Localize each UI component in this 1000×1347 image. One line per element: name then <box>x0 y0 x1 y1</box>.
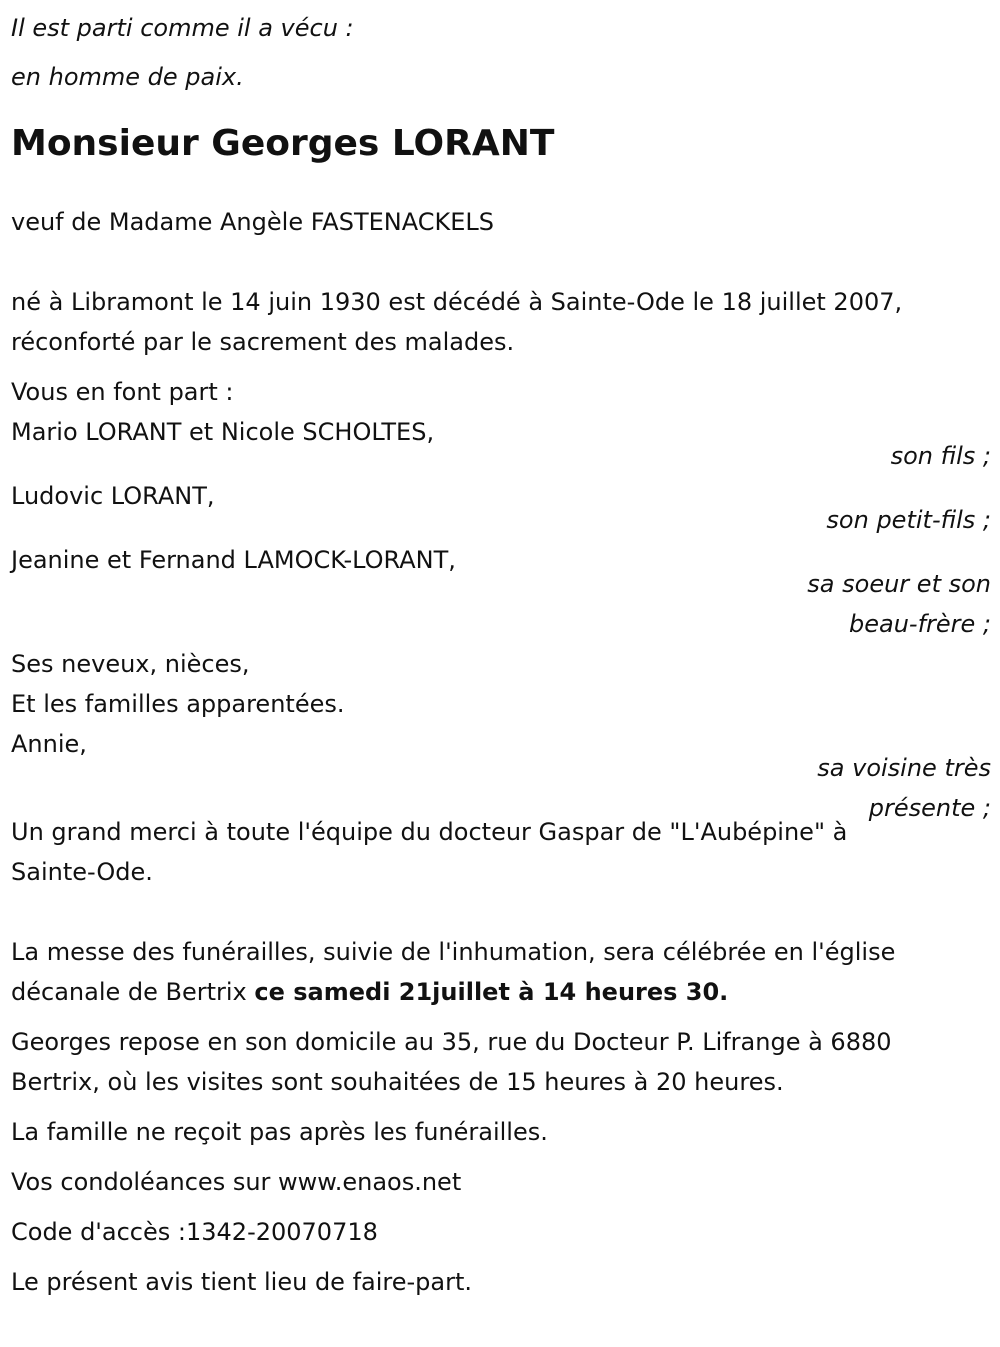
mass-line-2 <box>11 972 991 1012</box>
thanks-line-2: Sainte-Ode. <box>11 858 153 886</box>
deceased-name-title: Monsieur Georges LORANT <box>11 123 555 164</box>
neighbor-relation-line-2: présente ; <box>868 794 991 822</box>
announcer-relation-line-1: sa soeur et son <box>807 570 991 598</box>
neighbor-name: Annie, <box>11 730 87 758</box>
rest-line-1: Georges repose en son domicile au 35, rue du Docteur P. Lifrange à 6880 <box>11 1028 892 1056</box>
announcer-relation: son fils ; <box>890 442 991 470</box>
mass-line-1: La messe des funérailles, suivie de l'inhumation, sera célébrée en l'église <box>11 938 896 966</box>
mass-line-2-prefix: décanale de Bertrix <box>11 978 255 1006</box>
neighbor-relation-line-1: sa voisine très <box>817 754 991 782</box>
announcer-name: Mario LORANT et Nicole SCHOLTES, <box>11 418 435 446</box>
others-line-2: Et les familles apparentées. <box>11 690 345 718</box>
widower-line: veuf de Madame Angèle FASTENACKELS <box>11 208 494 236</box>
closing-line: Le présent avis tient lieu de faire-part. <box>11 1268 473 1296</box>
announcer-relation: son petit-fils ; <box>826 506 991 534</box>
access-code: Code d'accès :1342-20070718 <box>11 1218 378 1246</box>
birth-death-line-1: né à Libramont le 14 juin 1930 est décédé à Sainte-Ode le 18 juillet 2007, <box>11 288 903 316</box>
announcers-intro: Vous en font part : <box>11 378 234 406</box>
birth-death-line-2: réconforté par le sacrement des malades. <box>11 328 515 356</box>
obituary-notice <box>11 4 991 1302</box>
announcer-name: Jeanine et Fernand LAMOCK-LORANT, <box>11 546 456 574</box>
announcer-relation-line-2: beau-frère ; <box>848 610 991 638</box>
others-line-1: Ses neveux, nièces, <box>11 650 250 678</box>
condolences-line: Vos condoléances sur www.enaos.net <box>11 1168 462 1196</box>
quote-line-2: en homme de paix. <box>11 63 244 91</box>
family-note: La famille ne reçoit pas après les funérailles. <box>11 1118 548 1146</box>
mass-date-time: ce samedi 21juillet à 14 heures 30. <box>254 978 729 1006</box>
quote-line-1: Il est parti comme il a vécu : <box>11 14 354 42</box>
rest-line-2: Bertrix, où les visites sont souhaitées de 15 heures à 20 heures. <box>11 1068 784 1096</box>
thanks-line-1: Un grand merci à toute l'équipe du docteur Gaspar de "L'Aubépine" à <box>11 818 848 846</box>
announcer-name: Ludovic LORANT, <box>11 482 215 510</box>
